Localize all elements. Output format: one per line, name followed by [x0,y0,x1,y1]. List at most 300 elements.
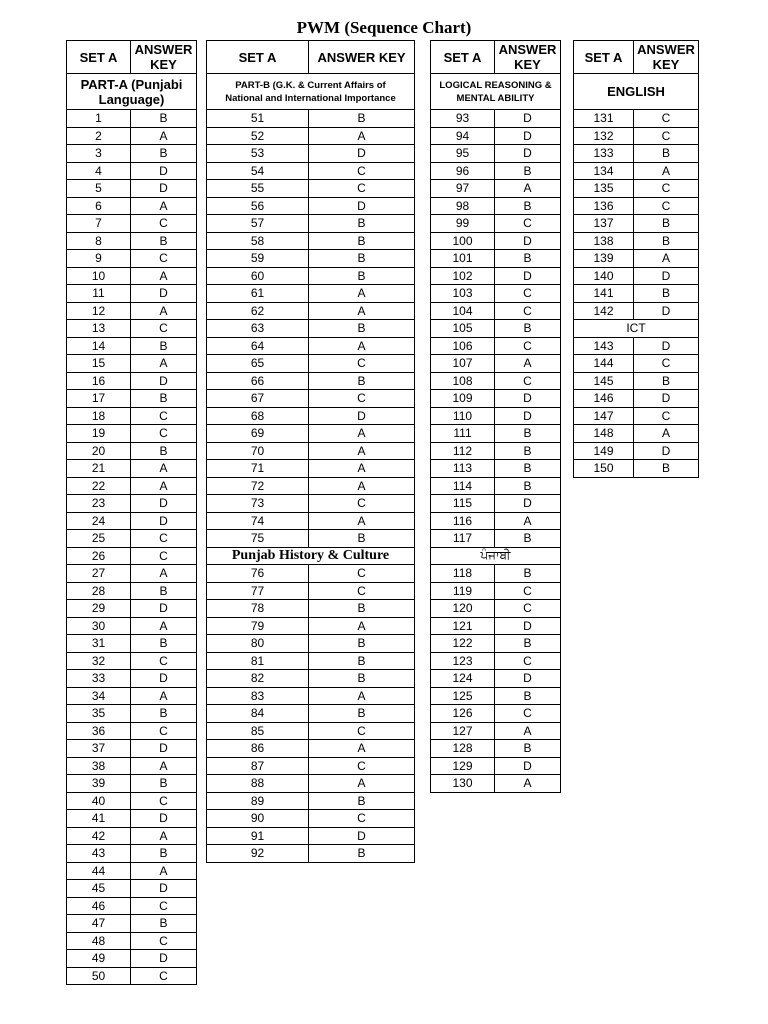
table-row [573,215,699,233]
answer-key-column-header: ANSWER KEY [317,49,406,65]
question-number-cell: 20 [67,443,131,460]
answer-key-cell: A [159,356,168,371]
table-row [66,443,197,461]
table-row [430,688,561,706]
question-number-cell: 119 [431,583,495,600]
question-number-cell: 45 [67,880,131,897]
table-row [573,180,699,198]
table-row [430,723,561,741]
answer-key-cell: A [523,513,532,528]
table-row [66,373,197,391]
answer-key-cell: A [159,478,168,493]
table-row [66,250,197,268]
answer-key-cell: A [159,268,168,283]
answer-key-cell: A [159,758,168,773]
table-row [430,635,561,653]
table-row [430,583,561,601]
table-row [206,828,415,846]
question-number-cell: 101 [431,250,495,267]
question-number-cell: 25 [67,530,131,547]
answer-key-cell: A [357,688,366,703]
question-number-cell: 14 [67,338,131,355]
question-number-cell: 72 [207,478,309,495]
question-number-cell: 147 [574,408,634,425]
table-row [573,390,699,408]
answer-key-cell: B [661,461,670,476]
question-number-cell: 93 [431,110,495,127]
answer-key-cell: B [523,163,532,178]
answer-key-cell: C [357,181,366,196]
table-row [66,268,197,286]
question-number-cell: 54 [207,163,309,180]
answer-key-cell: D [523,128,532,143]
question-number-cell: 66 [207,373,309,390]
table-row [206,233,415,251]
answer-key-cell: B [357,653,366,668]
question-number-cell: 129 [431,758,495,775]
table-row [430,110,561,128]
question-number-cell: 98 [431,198,495,215]
answer-key-cell: B [357,793,366,808]
question-number-cell: 79 [207,618,309,635]
table-row [66,705,197,723]
question-number-cell: 81 [207,653,309,670]
table-row [66,793,197,811]
table-row [66,898,197,916]
table-row [206,443,415,461]
table-row [206,145,415,163]
question-number-cell: 32 [67,653,131,670]
answer-key-cell: A [357,128,366,143]
question-number-cell: 7 [67,215,131,232]
answer-key-cell: B [357,321,366,336]
answer-key-cell: A [357,426,366,441]
table-row [66,740,197,758]
table-row [430,303,561,321]
question-number-cell: 71 [207,460,309,477]
question-number-cell: 15 [67,355,131,372]
question-number-cell: 122 [431,635,495,652]
table-row [206,740,415,758]
question-number-cell: 55 [207,180,309,197]
answer-key-cell: D [523,496,532,511]
table-row [66,513,197,531]
answer-table-english [573,40,699,478]
question-number-cell: 35 [67,705,131,722]
answer-key-cell: C [159,531,168,546]
answer-key-cell: B [159,776,168,791]
answer-key-cell: B [159,146,168,161]
answer-key-cell: C [523,583,532,598]
table-row [66,600,197,618]
question-number-cell: 21 [67,460,131,477]
table-row [430,653,561,671]
table-row [573,460,699,478]
answer-key-cell: C [661,356,671,371]
table-header [430,40,561,74]
question-number-cell: 91 [207,828,309,845]
question-number-cell: 103 [431,285,495,302]
question-number-cell: 112 [431,443,495,460]
answer-key-cell: A [523,181,532,196]
table-row [66,933,197,951]
answer-key-cell: A [661,251,670,266]
answer-key-cell: B [159,583,168,598]
table-row [430,600,561,618]
answer-key-cell: D [523,268,532,283]
answer-key-cell: B [523,531,532,546]
answer-key-cell: C [523,706,532,721]
table-row [206,478,415,496]
question-number-cell: 138 [574,233,634,250]
question-number-cell: 123 [431,653,495,670]
table-row [206,285,415,303]
question-number-cell: 73 [207,495,309,512]
set-column-header: SET A [67,41,131,73]
answer-key-cell: D [523,233,532,248]
table-row [66,215,197,233]
question-number-cell: 33 [67,670,131,687]
question-number-cell: 84 [207,705,309,722]
question-number-cell: 94 [431,128,495,145]
table-row [66,810,197,828]
question-number-cell: 109 [431,390,495,407]
table-row [206,408,415,426]
table-row [206,495,415,513]
answer-table-part-a [66,40,197,985]
table-row [206,705,415,723]
table-row [573,285,699,303]
question-number-cell: 126 [431,705,495,722]
table-row [66,303,197,321]
answer-key-cell: B [159,391,168,406]
table-row [66,723,197,741]
table-row [66,198,197,216]
question-number-cell: 78 [207,600,309,617]
table-row [66,495,197,513]
question-number-cell: 16 [67,373,131,390]
set-column-header: SET A [431,41,495,73]
question-number-cell: 104 [431,303,495,320]
answer-key-cell: A [523,723,532,738]
question-number-cell: 42 [67,828,131,845]
question-number-cell: 132 [574,128,634,145]
answer-key-cell: A [357,513,366,528]
answer-key-column-header: ANSWER KEY [134,42,193,72]
table-row [66,338,197,356]
question-number-cell: 107 [431,355,495,372]
answer-key-cell: A [159,128,168,143]
table-row [573,338,699,356]
answer-key-cell: B [357,373,366,388]
answer-key-cell: A [661,163,670,178]
table-row [66,775,197,793]
answer-key-cell: C [159,548,168,563]
question-number-cell: 92 [207,845,309,862]
answer-key-cell: D [357,828,366,843]
answer-key-cell: A [159,828,168,843]
table-row [573,355,699,373]
answer-key-cell: C [357,758,366,773]
answer-key-cell: C [357,811,366,826]
question-number-cell: 53 [207,145,309,162]
answer-key-cell: A [159,461,168,476]
question-number-cell: 40 [67,793,131,810]
question-number-cell: 100 [431,233,495,250]
question-number-cell: 47 [67,915,131,932]
table-row [206,793,415,811]
answer-table-logical-reasoning [430,40,561,793]
table-row [206,530,415,548]
question-number-cell: 113 [431,460,495,477]
answer-key-cell: C [159,933,168,948]
question-number-cell: 144 [574,355,634,372]
answer-key-cell: B [661,286,670,301]
subsection-heading-text: Punjab History & Culture [231,547,390,563]
question-number-cell: 65 [207,355,309,372]
answer-key-cell: B [357,601,366,616]
answer-key-cell: D [159,741,168,756]
table-row [430,180,561,198]
table-row [430,443,561,461]
answer-key-cell: B [159,706,168,721]
question-number-cell: 68 [207,408,309,425]
table-row [66,880,197,898]
question-number-cell: 85 [207,723,309,740]
question-number-cell: 150 [574,460,634,477]
answer-key-cell: D [661,268,671,283]
table-row [573,303,699,321]
table-row [66,425,197,443]
question-number-cell: 34 [67,688,131,705]
table-row [206,128,415,146]
answer-key-cell: A [523,776,532,791]
table-row [66,408,197,426]
table-row [66,635,197,653]
question-number-cell: 148 [574,425,634,442]
question-number-cell: 17 [67,390,131,407]
answer-key-cell: C [523,653,532,668]
answer-key-cell: A [357,478,366,493]
question-number-cell: 149 [574,443,634,460]
table-row [66,968,197,986]
question-number-cell: 118 [431,565,495,582]
question-number-cell: 77 [207,583,309,600]
table-row [430,145,561,163]
answer-key-cell: A [159,198,168,213]
answer-key-cell: B [357,671,366,686]
answer-key-cell: C [159,408,168,423]
question-number-cell: 48 [67,933,131,950]
table-row [430,478,561,496]
question-number-cell: 146 [574,390,634,407]
answer-key-cell: D [523,111,532,126]
answer-key-cell: C [357,356,366,371]
answer-key-cell: C [661,111,671,126]
question-number-cell: 36 [67,723,131,740]
answer-key-cell: B [523,688,532,703]
question-number-cell: 142 [574,303,634,320]
question-number-cell: 88 [207,775,309,792]
question-number-cell: 139 [574,250,634,267]
table-row [430,198,561,216]
answer-key-cell: A [661,426,670,441]
question-number-cell: 96 [431,163,495,180]
answer-key-cell: B [159,846,168,861]
answer-key-cell: D [159,671,168,686]
subsection-heading [430,548,561,566]
section-heading-text: ENGLISH [607,84,665,99]
table-row [430,425,561,443]
table-row [573,145,699,163]
set-column-header: SET A [574,41,634,73]
table-row [206,110,415,128]
table-row [430,495,561,513]
question-number-cell: 127 [431,723,495,740]
table-row [206,653,415,671]
answer-key-cell: B [523,426,532,441]
question-number-cell: 59 [207,250,309,267]
question-number-cell: 64 [207,338,309,355]
section-heading [430,74,561,110]
question-number-cell: 83 [207,688,309,705]
table-row [206,600,415,618]
table-row [66,618,197,636]
table-row [430,373,561,391]
set-column-header: SET A [207,41,309,73]
question-number-cell: 31 [67,635,131,652]
answer-key-cell: D [523,146,532,161]
question-number-cell: 97 [431,180,495,197]
question-number-cell: 28 [67,583,131,600]
question-number-cell: 1 [67,110,131,127]
question-number-cell: 70 [207,443,309,460]
table-row [66,285,197,303]
answer-key-cell: D [661,338,671,353]
table-row [206,355,415,373]
answer-key-cell: B [159,636,168,651]
question-number-cell: 24 [67,513,131,530]
table-row [430,618,561,636]
table-row [430,408,561,426]
table-row [206,775,415,793]
answer-key-cell: C [357,496,366,511]
table-row [206,338,415,356]
table-row [206,723,415,741]
answer-key-cell: B [357,706,366,721]
question-number-cell: 62 [207,303,309,320]
table-row [573,198,699,216]
answer-key-cell: D [159,163,168,178]
answer-key-cell: B [661,233,670,248]
answer-key-cell: C [159,968,168,983]
question-number-cell: 13 [67,320,131,337]
question-number-cell: 51 [207,110,309,127]
answer-key-cell: C [523,286,532,301]
question-number-cell: 26 [67,548,131,565]
table-row [206,513,415,531]
question-number-cell: 137 [574,215,634,232]
answer-key-cell: B [523,443,532,458]
table-row [66,320,197,338]
table-row [206,565,415,583]
answer-key-cell: D [523,391,532,406]
table-row [430,320,561,338]
table-row [206,250,415,268]
answer-table-part-b [206,40,415,863]
question-number-cell: 116 [431,513,495,530]
section-heading-text: PART-A (Punjabi Language) [80,76,183,107]
table-row [206,390,415,408]
question-number-cell: 57 [207,215,309,232]
answer-key-cell: B [159,916,168,931]
question-number-cell: 23 [67,495,131,512]
question-number-cell: 105 [431,320,495,337]
question-number-cell: 4 [67,163,131,180]
answer-key-cell: C [661,181,671,196]
answer-key-cell: B [523,251,532,266]
answer-key-cell: C [523,373,532,388]
subsection-heading [206,548,415,566]
answer-key-cell: D [159,286,168,301]
table-row [66,915,197,933]
answer-key-cell: D [159,951,168,966]
answer-key-cell: D [357,408,366,423]
answer-key-cell: C [357,391,366,406]
answer-key-cell: B [523,321,532,336]
question-number-cell: 80 [207,635,309,652]
table-row [206,303,415,321]
question-number-cell: 56 [207,198,309,215]
answer-key-cell: C [357,723,366,738]
answer-key-cell: A [357,618,366,633]
table-row [430,268,561,286]
question-number-cell: 114 [431,478,495,495]
answer-key-cell: C [159,321,168,336]
answer-key-cell: D [159,496,168,511]
table-row [66,180,197,198]
question-number-cell: 37 [67,740,131,757]
table-row [206,180,415,198]
question-number-cell: 82 [207,670,309,687]
table-row [66,565,197,583]
table-row [430,233,561,251]
answer-key-cell: D [159,373,168,388]
answer-key-cell: B [661,373,670,388]
section-heading-text: LOGICAL REASONING & MENTAL ABILITY [439,79,552,104]
answer-key-cell: C [661,128,671,143]
question-number-cell: 63 [207,320,309,337]
table-row [573,163,699,181]
table-row [206,845,415,863]
answer-key-cell: C [159,898,168,913]
answer-key-cell: D [523,671,532,686]
answer-key-cell: C [523,338,532,353]
table-row [430,163,561,181]
table-row [430,740,561,758]
table-row [66,478,197,496]
question-number-cell: 2 [67,128,131,145]
question-number-cell: 8 [67,233,131,250]
question-number-cell: 99 [431,215,495,232]
answer-key-cell: D [159,513,168,528]
table-row [66,128,197,146]
question-number-cell: 128 [431,740,495,757]
table-row [66,460,197,478]
table-row [573,268,699,286]
question-number-cell: 141 [574,285,634,302]
question-number-cell: 52 [207,128,309,145]
